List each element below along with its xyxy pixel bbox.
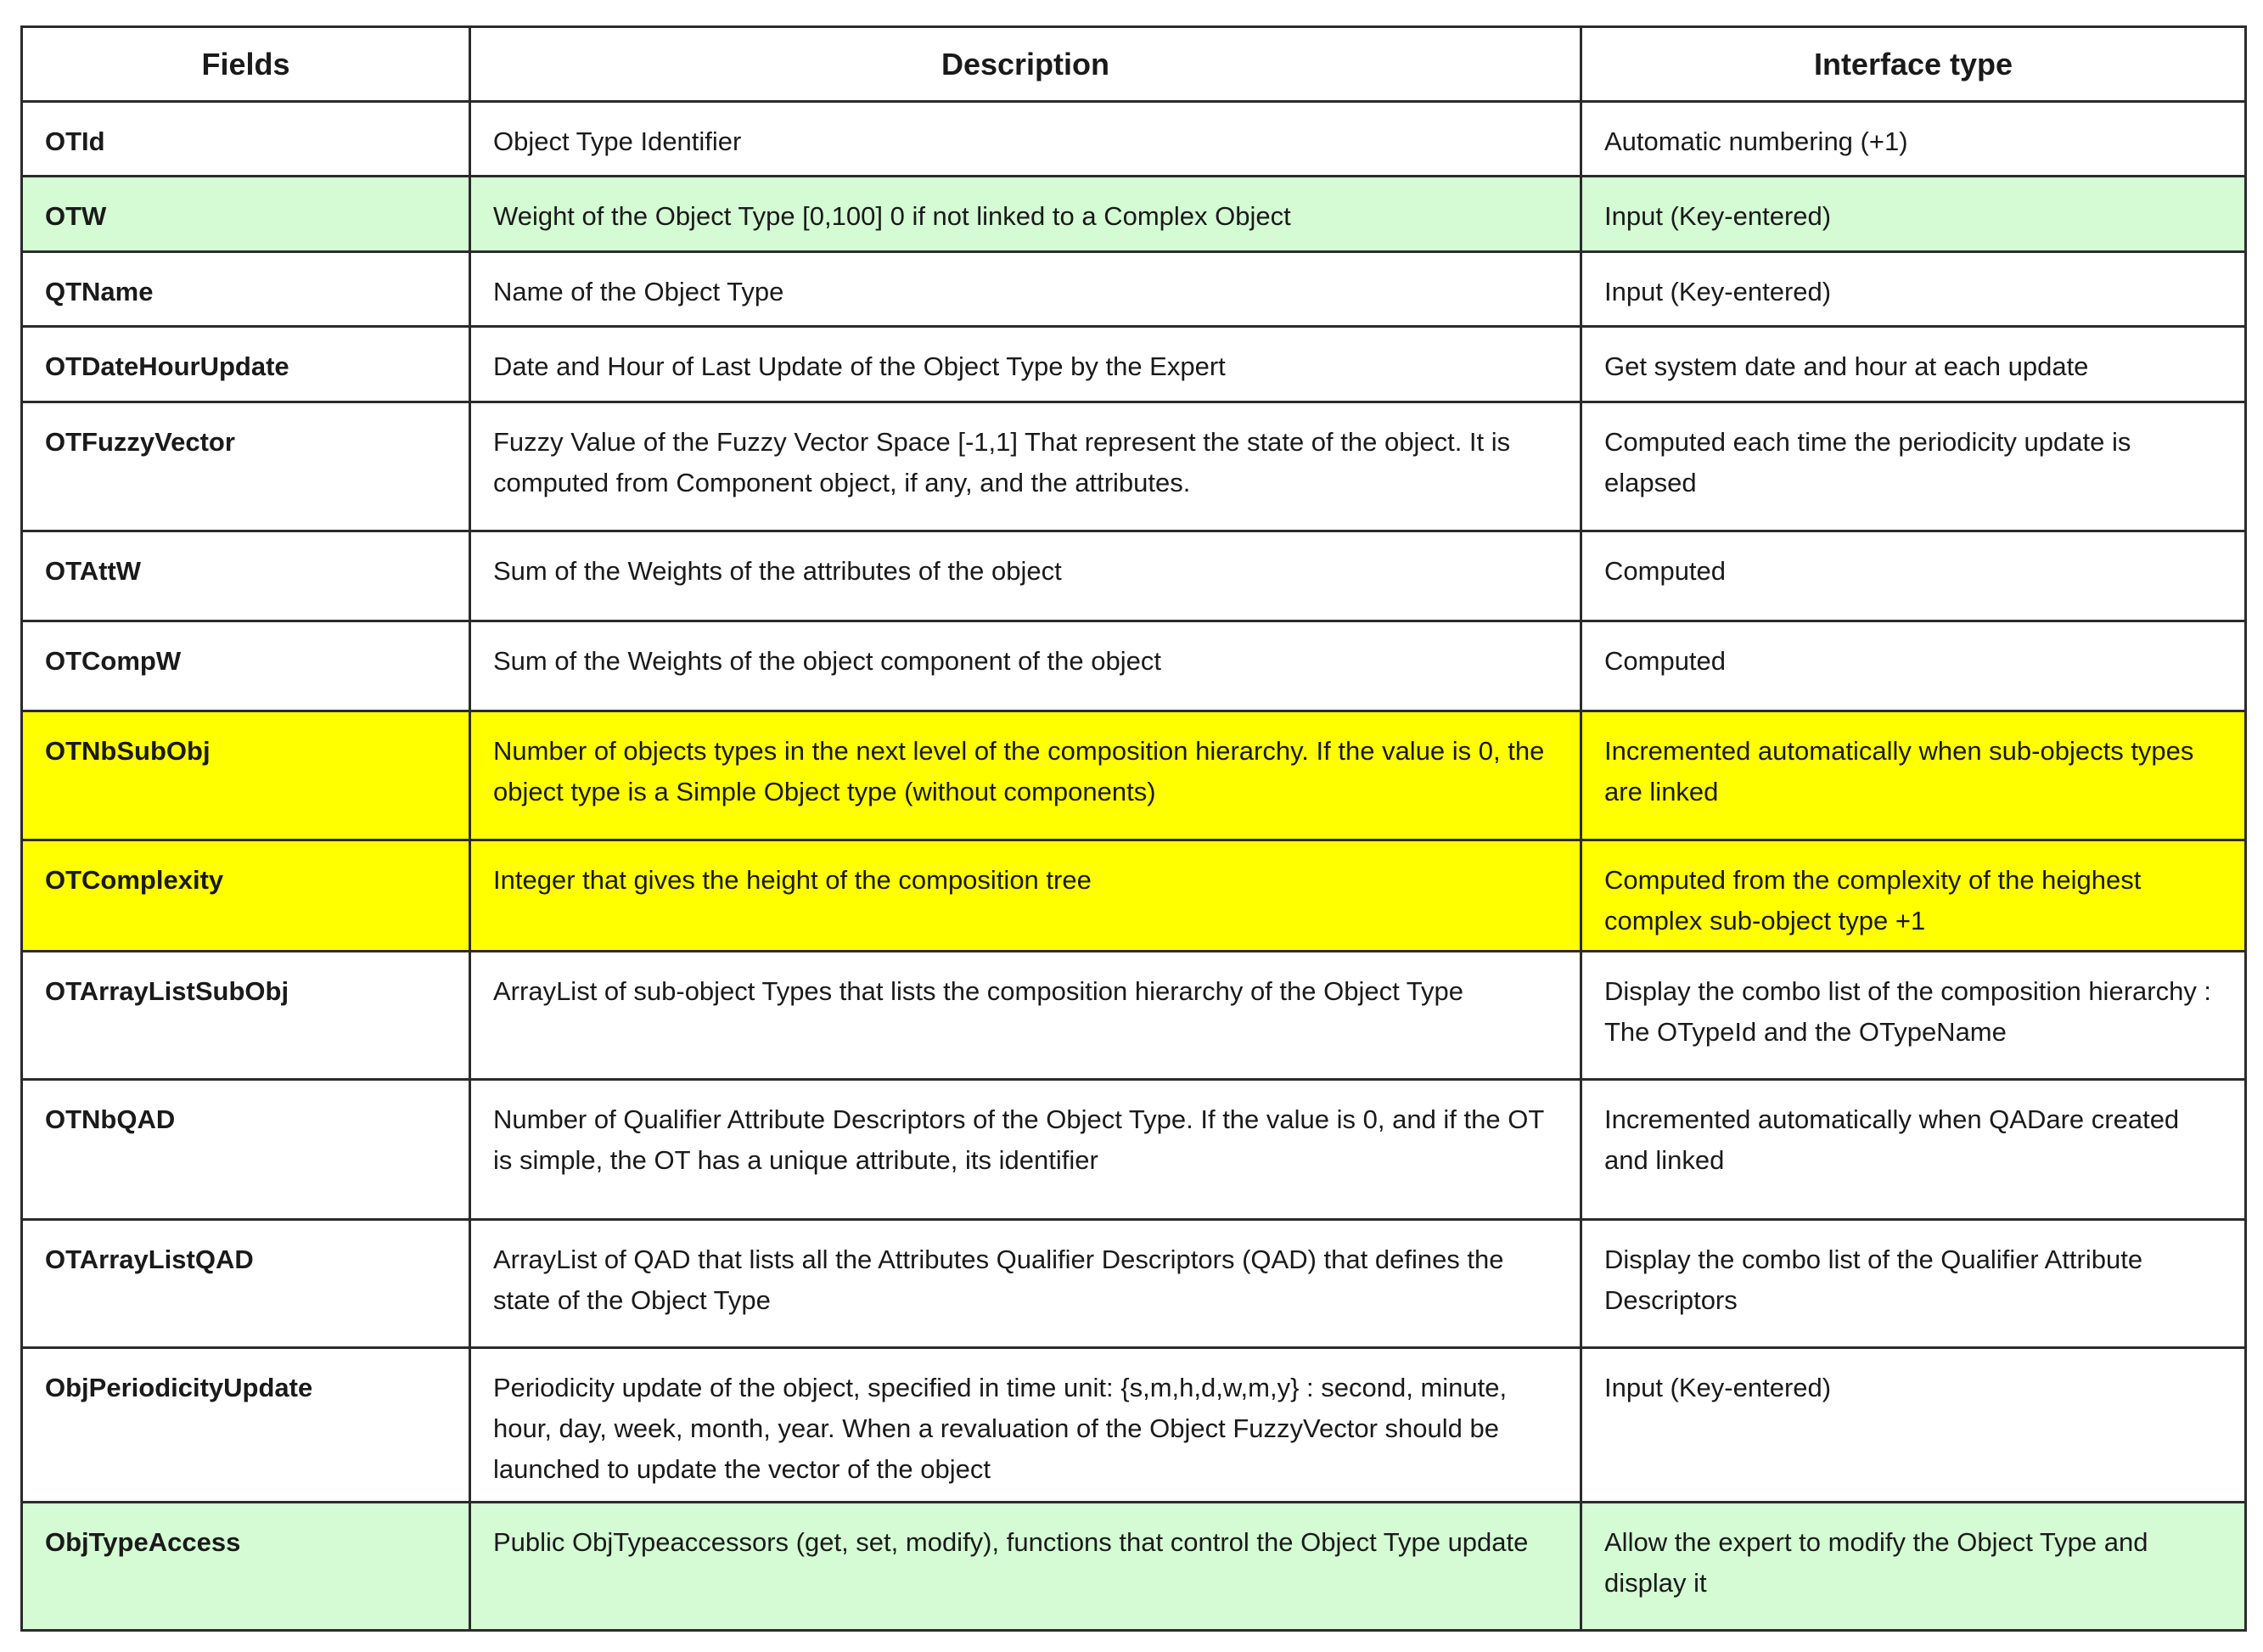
- field-cell: OTArrayListQAD: [22, 1220, 470, 1348]
- description-cell: Fuzzy Value of the Fuzzy Vector Space [-1,1] That represent the state of the object. It is computed from Component object, if any, and the attributes.: [470, 402, 1581, 531]
- table-row: [22, 327, 2246, 402]
- interface-type-cell: Input (Key-entered): [1581, 177, 2246, 252]
- interface-type-cell: Allow the expert to modify the Object Type and display it: [1581, 1503, 2246, 1631]
- field-cell: OTW: [22, 177, 470, 252]
- table-row: [22, 621, 2246, 711]
- interface-type-cell: Input (Key-entered): [1581, 1348, 2246, 1503]
- header-fields: Fields: [22, 27, 470, 102]
- table-row: [22, 952, 2246, 1080]
- table-header-row: [22, 27, 2246, 102]
- description-cell: ArrayList of sub-object Types that lists the composition hierarchy of the Object Type: [470, 952, 1581, 1080]
- description-cell: ArrayList of QAD that lists all the Attributes Qualifier Descriptors (QAD) that defines the state of the Object Type: [470, 1220, 1581, 1348]
- object-type-fields-table-container: [20, 25, 2244, 1630]
- table-row: [22, 177, 2246, 252]
- interface-type-cell: Automatic numbering (+1): [1581, 102, 2246, 177]
- field-cell: OTAttW: [22, 531, 470, 621]
- interface-type-cell: Computed: [1581, 621, 2246, 711]
- interface-type-cell: Display the combo list of the composition hierarchy : The OTypeId and the OTypeName: [1581, 952, 2246, 1080]
- table-row: [22, 1080, 2246, 1220]
- table-row: [22, 840, 2246, 952]
- interface-type-cell: Input (Key-entered): [1581, 252, 2246, 327]
- field-cell: OTId: [22, 102, 470, 177]
- description-cell: Name of the Object Type: [470, 252, 1581, 327]
- table-row: [22, 1220, 2246, 1348]
- table-row: [22, 252, 2246, 327]
- description-cell: Date and Hour of Last Update of the Object Type by the Expert: [470, 327, 1581, 402]
- interface-type-cell: Computed each time the periodicity update is elapsed: [1581, 402, 2246, 531]
- field-cell: ObjTypeAccess: [22, 1503, 470, 1631]
- description-cell: Number of objects types in the next level of the composition hierarchy. If the value is 0, the object type is a Simple Object type (without components): [470, 711, 1581, 840]
- field-cell: OTNbQAD: [22, 1080, 470, 1220]
- table-row: [22, 1348, 2246, 1503]
- interface-type-cell: Computed: [1581, 531, 2246, 621]
- field-cell: OTDateHourUpdate: [22, 327, 470, 402]
- description-cell: Sum of the Weights of the attributes of the object: [470, 531, 1581, 621]
- description-cell: Sum of the Weights of the object component of the object: [470, 621, 1581, 711]
- field-cell: OTComplexity: [22, 840, 470, 952]
- object-type-fields-table: [20, 25, 2247, 1632]
- interface-type-cell: Incremented automatically when QADare created and linked: [1581, 1080, 2246, 1220]
- field-cell: OTFuzzyVector: [22, 402, 470, 531]
- description-cell: Weight of the Object Type [0,100] 0 if not linked to a Complex Object: [470, 177, 1581, 252]
- interface-type-cell: Incremented automatically when sub-objects types are linked: [1581, 711, 2246, 840]
- field-cell: ObjPeriodicityUpdate: [22, 1348, 470, 1503]
- table-row: [22, 1503, 2246, 1631]
- interface-type-cell: Computed from the complexity of the heighest complex sub-object type +1: [1581, 840, 2246, 952]
- interface-type-cell: Display the combo list of the Qualifier Attribute Descriptors: [1581, 1220, 2246, 1348]
- table-row: [22, 711, 2246, 840]
- description-cell: Number of Qualifier Attribute Descriptors of the Object Type. If the value is 0, and if the OT is simple, the OT has a unique attribute, its identifier: [470, 1080, 1581, 1220]
- description-cell: Integer that gives the height of the composition tree: [470, 840, 1581, 952]
- table-row: [22, 531, 2246, 621]
- field-cell: OTNbSubObj: [22, 711, 470, 840]
- table-row: [22, 102, 2246, 177]
- field-cell: OTArrayListSubObj: [22, 952, 470, 1080]
- field-cell: QTName: [22, 252, 470, 327]
- description-cell: Object Type Identifier: [470, 102, 1581, 177]
- header-description: Description: [470, 27, 1581, 102]
- header-interface-type: Interface type: [1581, 27, 2246, 102]
- field-cell: OTCompW: [22, 621, 470, 711]
- table-row: [22, 402, 2246, 531]
- description-cell: Public ObjTypeaccessors (get, set, modify), functions that control the Object Type update: [470, 1503, 1581, 1631]
- description-cell: Periodicity update of the object, specified in time unit: {s,m,h,d,w,m,y} : second, minute, hour, day, week, month, year. When a revaluation of the Object FuzzyVector should be launched to update the vector of the object: [470, 1348, 1581, 1503]
- interface-type-cell: Get system date and hour at each update: [1581, 327, 2246, 402]
